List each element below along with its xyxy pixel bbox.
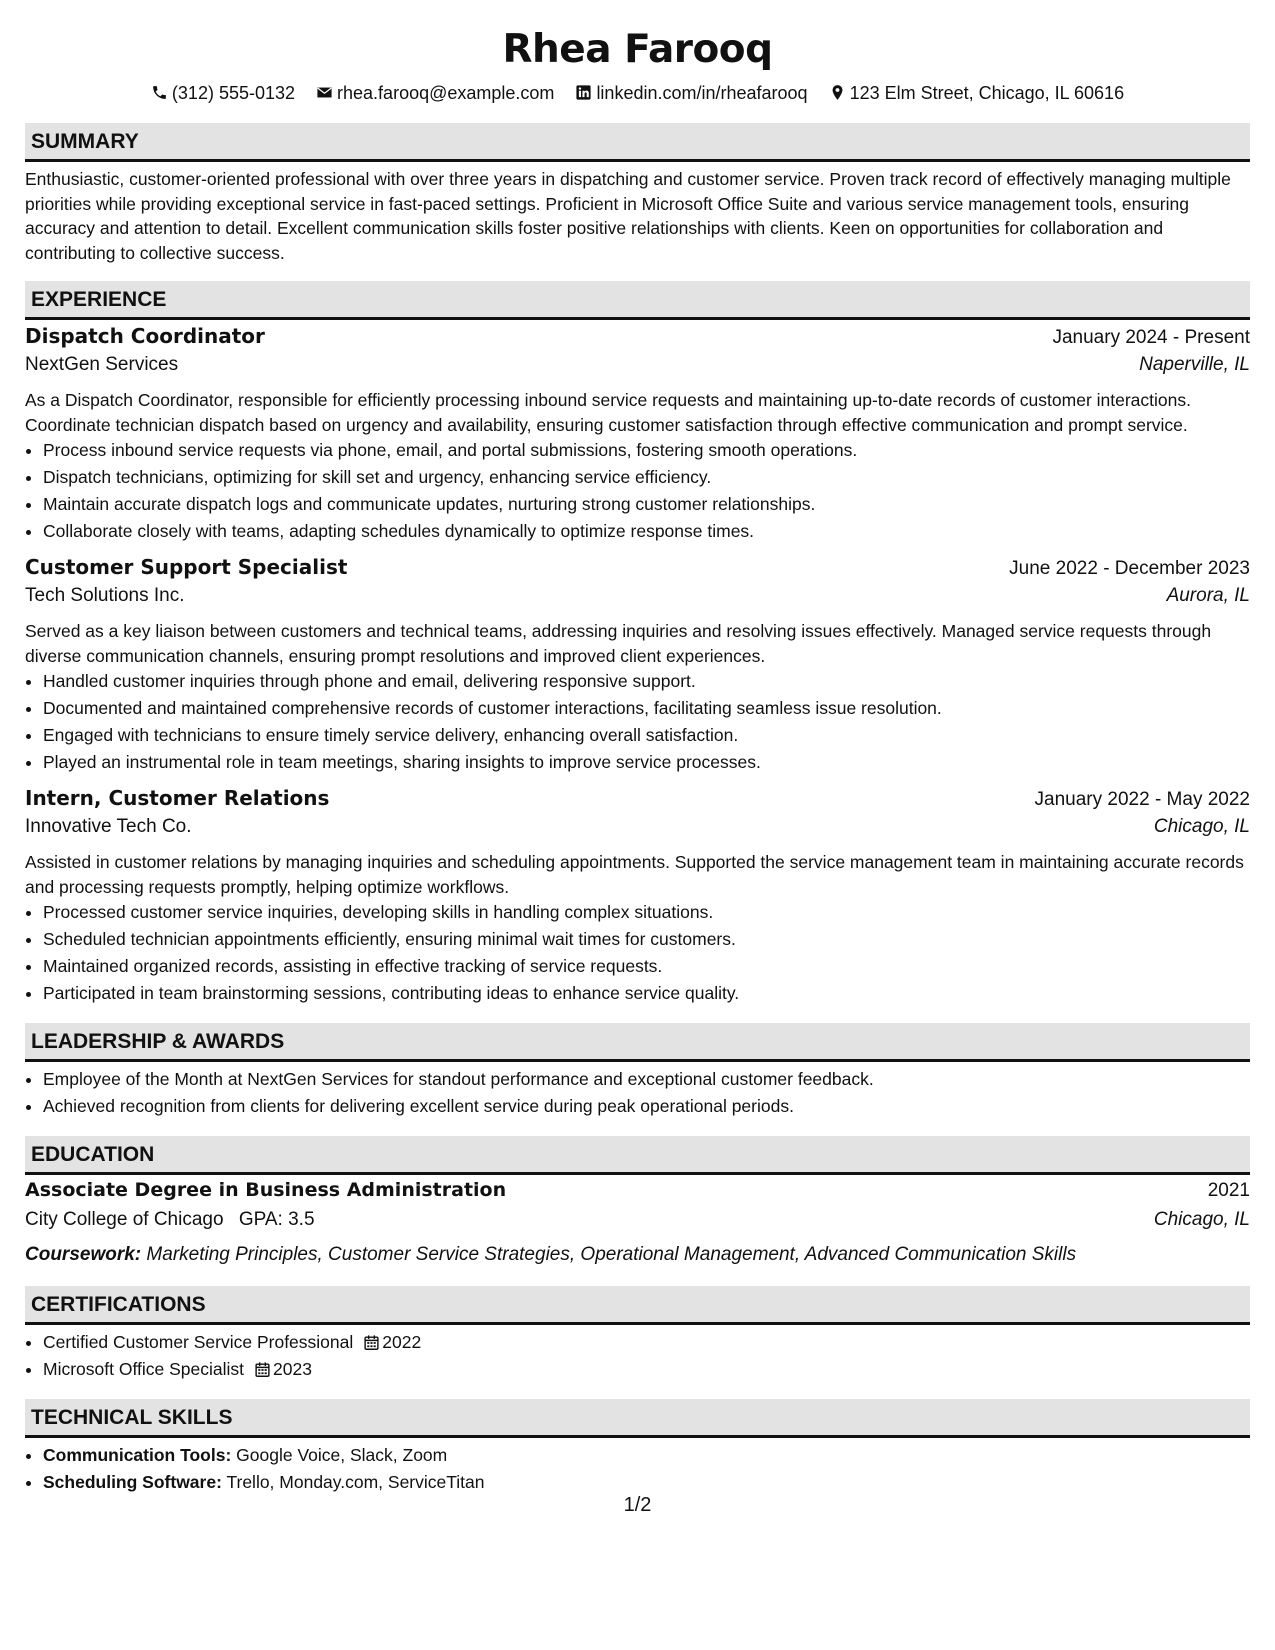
contact-email[interactable]	[316, 80, 554, 106]
job-location: Naperville, IL	[1139, 354, 1250, 375]
coursework-label: Coursework:	[25, 1244, 142, 1265]
job-title: Customer Support Specialist	[25, 555, 348, 579]
calendar-icon	[353, 1332, 382, 1352]
job-bullets	[25, 437, 1250, 545]
map-pin-icon	[829, 83, 850, 103]
job-company: Tech Solutions Inc.	[25, 585, 185, 606]
certifications-heading: CERTIFICATIONS	[25, 1286, 1250, 1325]
contact-bar	[25, 80, 1250, 106]
list-item: • Scheduled technician appointments efficiently, ensuring minimal wait times for customers.	[43, 926, 1250, 953]
education-heading: EDUCATION	[25, 1136, 1250, 1175]
envelope-icon	[316, 83, 337, 103]
cert-year: 2023	[273, 1359, 312, 1379]
job-company: NextGen Services	[25, 354, 179, 375]
list-item: • Played an instrumental role in team meetings, sharing insights to improve service processes.	[43, 749, 1250, 776]
job-title: Dispatch Coordinator	[25, 324, 265, 348]
list-item: • Processed customer service inquiries, developing skills in handling complex situations.	[43, 899, 1250, 926]
job-dates: January 2024 - Present	[1052, 327, 1250, 348]
job-bullets	[25, 899, 1250, 1007]
list-item: • Dispatch technicians, optimizing for skill set and urgency, enhancing service efficiency.	[43, 464, 1250, 491]
candidate-name: Rhea Farooq	[502, 27, 773, 72]
contact-linkedin[interactable]	[575, 80, 807, 106]
list-item: • Maintain accurate dispatch logs and communicate updates, nurturing strong customer relationships.	[43, 491, 1250, 518]
contact-address	[829, 80, 1125, 106]
list-item: • Engaged with technicians to ensure timely service delivery, enhancing overall satisfaction.	[43, 722, 1250, 749]
job-entry	[25, 555, 1250, 776]
job-location: Aurora, IL	[1166, 585, 1250, 606]
list-item	[43, 1356, 1250, 1383]
job-dates: June 2022 - December 2023	[1009, 558, 1250, 579]
job-location: Chicago, IL	[1153, 816, 1250, 837]
job-description: Assisted in customer relations by managing inquiries and scheduling appointments. Supported the service management team in maintaining accurate records and processing requests promptly, helping optimize workflows.	[25, 852, 1244, 897]
job-bullets	[25, 668, 1250, 776]
calendar-icon	[244, 1359, 273, 1379]
school-name: City College of Chicago	[25, 1209, 224, 1230]
summary-heading: SUMMARY	[25, 123, 1250, 162]
graduation-year: 2021	[1207, 1180, 1250, 1201]
cert-name: Microsoft Office Specialist	[43, 1359, 244, 1379]
linkedin-text: linkedin.com/in/rheafarooq	[596, 83, 808, 103]
list-item	[43, 1442, 1250, 1469]
skills-heading: TECHNICAL SKILLS	[25, 1399, 1250, 1438]
education-entry	[25, 1179, 1250, 1270]
job-title: Intern, Customer Relations	[25, 786, 330, 810]
job-company: Innovative Tech Co.	[25, 816, 192, 837]
email-text: rhea.farooq@example.com	[337, 83, 555, 103]
job-entry	[25, 786, 1250, 1007]
list-item	[43, 1469, 1250, 1496]
gpa: GPA: 3.5	[238, 1209, 315, 1230]
list-item	[43, 1329, 1250, 1356]
skills-list	[25, 1442, 1250, 1496]
list-item: • Employee of the Month at NextGen Services for standout performance and exceptional customer feedback.	[43, 1066, 1250, 1093]
skill-label: Scheduling Software:	[43, 1472, 222, 1492]
skill-label: Communication Tools:	[43, 1445, 232, 1465]
list-item: • Collaborate closely with teams, adapting schedules dynamically to optimize response times.	[43, 518, 1250, 545]
leadership-heading: LEADERSHIP & AWARDS	[25, 1023, 1250, 1062]
list-item: • Maintained organized records, assisting in effective tracking of service requests.	[43, 953, 1250, 980]
skill-value: Google Voice, Slack, Zoom	[236, 1445, 448, 1465]
list-item: • Process inbound service requests via phone, email, and portal submissions, fostering smooth operations.	[43, 437, 1250, 464]
page-number: 1/2	[623, 1494, 652, 1516]
job-description: Served as a key liaison between customers and technical teams, addressing inquiries and resolving issues effectively. Managed service requests through diverse communication channels, ensuring prompt resolutions and improved client experiences.	[25, 621, 1212, 666]
experience-heading: EXPERIENCE	[25, 281, 1250, 320]
list-item: • Handled customer inquiries through phone and email, delivering responsive support.	[43, 668, 1250, 695]
school-location: Chicago, IL	[1153, 1209, 1250, 1230]
linkedin-icon	[575, 83, 596, 103]
job-dates: January 2022 - May 2022	[1034, 789, 1250, 810]
cert-name: Certified Customer Service Professional	[43, 1332, 354, 1352]
degree-title: Associate Degree in Business Administration	[25, 1179, 507, 1201]
phone-icon	[151, 83, 172, 103]
leadership-list	[25, 1066, 1250, 1120]
phone-text: (312) 555-0132	[171, 83, 296, 103]
certifications-list	[25, 1329, 1250, 1383]
list-item: • Participated in team brainstorming sessions, contributing ideas to enhance service quality.	[43, 980, 1250, 1007]
coursework-list: Marketing Principles, Customer Service Strategies, Operational Management, Advanced Communication Skills	[146, 1244, 1077, 1265]
summary-text: Enthusiastic, customer-oriented professional with over three years in dispatching and customer service. Proven track record of effectively managing multiple priorities while providing exceptional service in fast-paced settings. Proficient in Microsoft Office Suite and various service management tools, ensuring accuracy and attention to detail. Excellent communication skills foster positive relationships with clients. Keen on opportunities for collaboration and contributing to collective success.	[25, 169, 1231, 263]
contact-phone	[151, 80, 295, 106]
job-entry	[25, 324, 1250, 545]
coursework	[25, 1240, 1250, 1270]
skill-value: Trello, Monday.com, ServiceTitan	[226, 1472, 485, 1492]
resume-page	[25, 0, 1250, 1496]
list-item: • Documented and maintained comprehensive records of customer interactions, facilitating seamless issue resolution.	[43, 695, 1250, 722]
address-text: 123 Elm Street, Chicago, IL 60616	[849, 83, 1125, 103]
cert-year: 2022	[382, 1332, 422, 1352]
job-description: As a Dispatch Coordinator, responsible for efficiently processing inbound service requests and maintaining up-to-date records of customer interactions. Coordinate technician dispatch based on urgency and availability, ensuring customer satisfaction through effective communication and prompt service.	[25, 390, 1191, 435]
list-item: • Achieved recognition from clients for delivering excellent service during peak operational periods.	[43, 1093, 1250, 1120]
